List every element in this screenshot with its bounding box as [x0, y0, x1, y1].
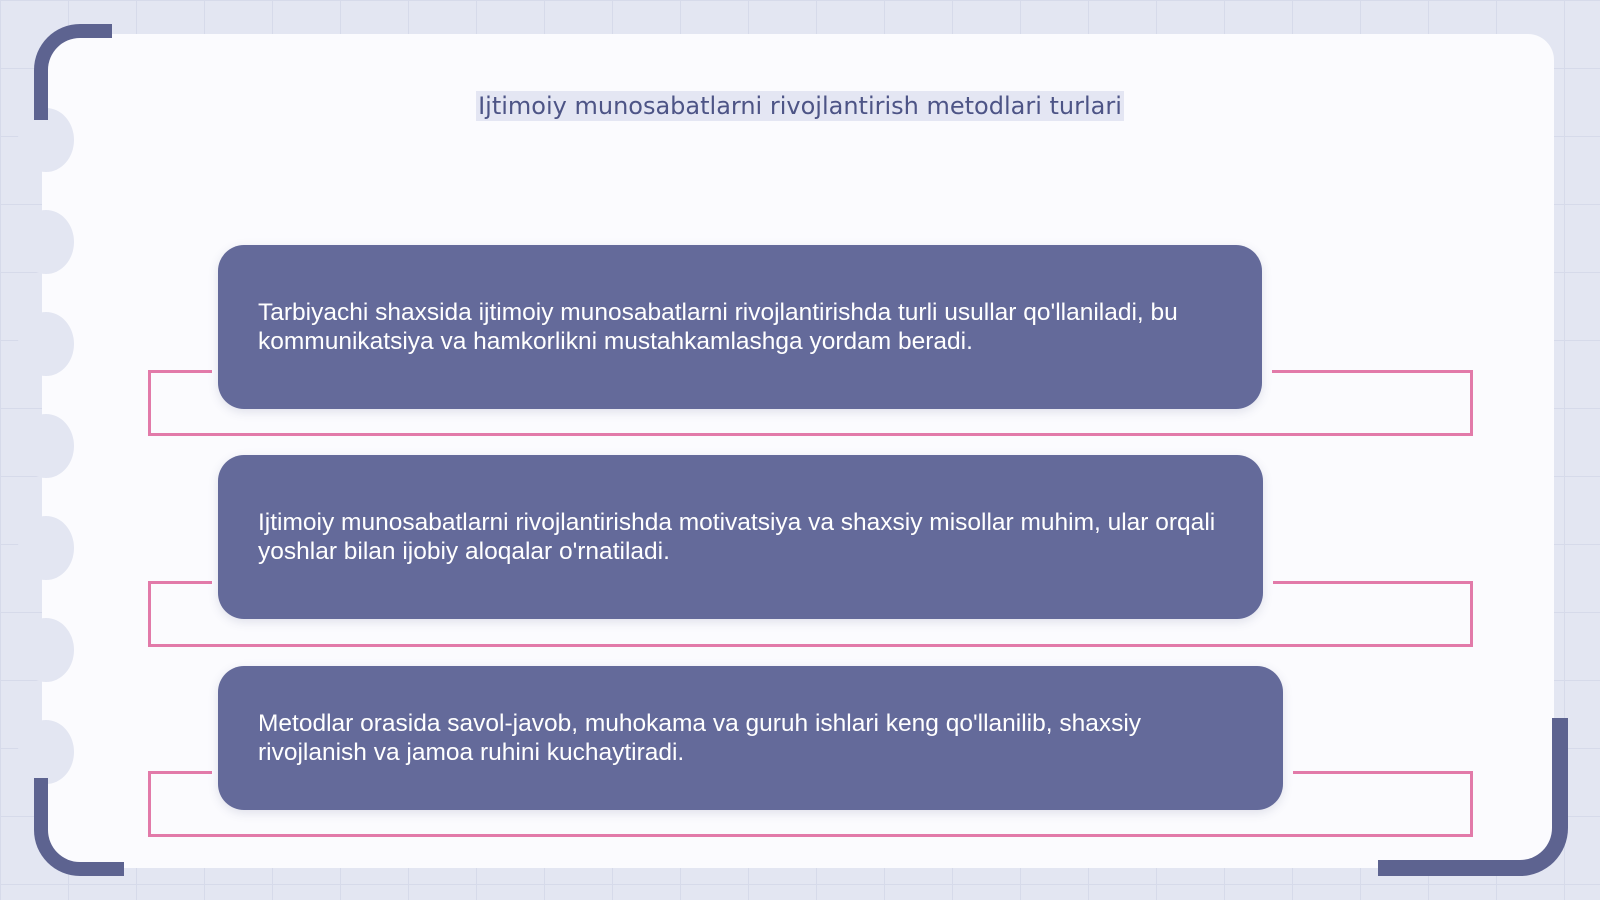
paper-scallop: [18, 618, 74, 682]
paper-scallop: [18, 720, 74, 784]
paper-scallop: [18, 312, 74, 376]
method-card-2: [218, 455, 1263, 619]
paper-scallop: [18, 414, 74, 478]
slide-title: [0, 92, 1600, 120]
method-card-1: [218, 245, 1262, 409]
frame-corner-bottom-left: [34, 778, 124, 876]
slide-title-text: Ijtimoiy munosabatlarni rivojlantirish metodlari turlari: [478, 92, 1122, 120]
method-card-3: [218, 666, 1283, 810]
paper-scallop: [18, 516, 74, 580]
method-card-2-text: Ijtimoiy munosabatlarni rivojlantirishda motivatsiya va shaxsiy misollar muhim, ular orqali yoshlar bilan ijobiy aloqalar o'rnatiladi.: [258, 509, 1216, 565]
paper-scallop: [18, 210, 74, 274]
method-card-1-text: Tarbiyachi shaxsida ijtimoiy munosabatlarni rivojlantirishda turli usullar qo'llaniladi, bu kommunikatsiya va hamkorlikni mustahkamlashga yordam beradi.: [258, 299, 1178, 355]
method-card-3-text: Metodlar orasida savol-javob, muhokama va guruh ishlari keng qo'llanilib, shaxsiy rivojlanish va jamoa ruhini kuchaytiradi.: [258, 710, 1142, 766]
